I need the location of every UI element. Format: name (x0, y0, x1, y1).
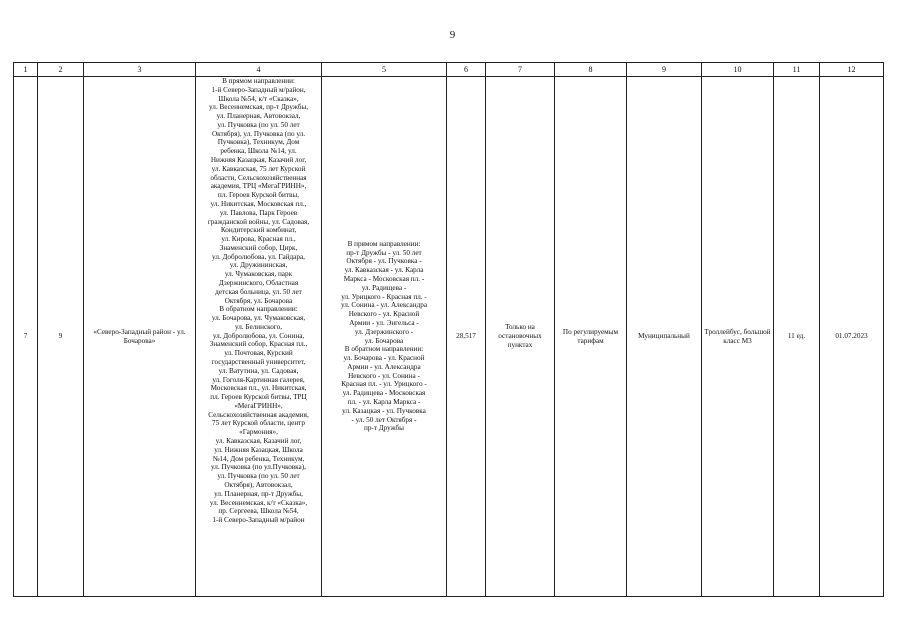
table-header-row (14, 63, 884, 77)
start-date-cell: 01.07.2023 (820, 77, 884, 597)
header-cell: 12 (820, 63, 884, 77)
header-cell: 6 (447, 63, 486, 77)
route-length-cell: 28,517 (447, 77, 486, 597)
header-cell: 10 (702, 63, 774, 77)
header-cell: 2 (38, 63, 84, 77)
header-cell: 11 (774, 63, 820, 77)
header-cell: 1 (14, 63, 38, 77)
stops-list-cell: В прямом направлении: 1-й Северо-Западный м/район, Школа №54, к/т «Сказка», ул. Весеннемская, пр-т Дружбы, ул. Планерная, Автовокзал, ул. Пучковка (по ул. 50 лет Октября), ул. Пучковка (по ул. Пучковка), Техникум, Дом ребенка, Школа №14, ул. Нижняя Казацкая, Казачий лог, ул. Кавказская, 75 лет Курской области, Сельскохозяйственная академия, ТРЦ «МегаГРИНН», пл. Героев Курской битвы, ул. Никитская, Московская пл., ул. Павлова, Парк Героев гражданской войны, ул. Садовая, Кондитерский комбинат, ул. Кирова, Красная пл., Знаменский собор, Цирк, ул. Добролюбова, ул. Гайдара, ул. Дружининская, ул. Чумаковская, парк Дзержинского, Областная детская больница, ул. 50 лет Октября, ул. Бочарова В обратном направлении: ул. Бочарова, ул. Чумаковская, ул. Белинского, ул. Добролюбова, ул. Сонина, Знаменский собор, Красная пл., ул. Почтовая, Курский государственный университет, ул. Ватутина, ул. Садовая, ул. Гоголя-Картинная галерея, Московская пл., ул. Никитская, пл. Героев Курской битвы, ТРЦ «МегаГРИНН», Сельскохозяйственная академия, 75 лет Курской области, центр «Гармония», ул. Кавказская, Казачий лог, ул. Нижняя Казацкая, Школа №14, Дом ребенка, Техникум, ул. Пучковка (по ул.Пучковка), ул. Пучковка (по ул. 50 лет Октября), Автовокзал, ул. Планерная, пр-т Дружбы, ул. Весеннемская, к/т «Сказка», пр. Сергеева, Школа №54, 1-й Северо-Западный м/район (196, 77, 322, 597)
carrier-type-cell: Муниципальный (627, 77, 702, 597)
header-cell: 9 (627, 63, 702, 77)
tariff-type-cell: По регулируемым тарифам (555, 77, 627, 597)
vehicle-type-cell: Троллейбус, большой класс М3 (702, 77, 774, 597)
page-number: 9 (449, 29, 456, 41)
vehicle-count-cell: 11 ед. (774, 77, 820, 597)
header-cell: 5 (322, 63, 447, 77)
route-table (13, 62, 884, 597)
route-name-cell: «Северо-Западный район - ул. Бочарова» (84, 77, 196, 597)
header-cell: 4 (196, 63, 322, 77)
header-cell: 8 (555, 63, 627, 77)
header-cell: 7 (486, 63, 555, 77)
header-cell: 3 (84, 63, 196, 77)
boarding-order-cell: Только на остановочных пунктах (486, 77, 555, 597)
table-row (14, 77, 884, 597)
row-index-cell: 7 (14, 77, 38, 597)
streets-list-cell: В прямом направлении: пр-т Дружбы - ул. 50 лет Октября - ул. Пучковка - ул. Кавказская - ул. Карла Маркса - Московская пл. - ул. Радищева - ул. Урицкого - Красная пл. - ул. Сонина - ул. Александра Невского - ул. Красной Армии - ул. Энгельса - ул. Дзержинского - ул. Бочарова В обратном направлении: ул. Бочарова - ул. Красной Армии - ул. Александра Невского - ул. Сонина - Красная пл. - ул. Урицкого - ул. Радищева - Московская пл. - ул. Карла Маркса - ул. Казацкая - ул. Пучковка - ул. 50 лет Октября - пр-т Дружбы (322, 77, 447, 597)
route-number-cell: 9 (38, 77, 84, 597)
